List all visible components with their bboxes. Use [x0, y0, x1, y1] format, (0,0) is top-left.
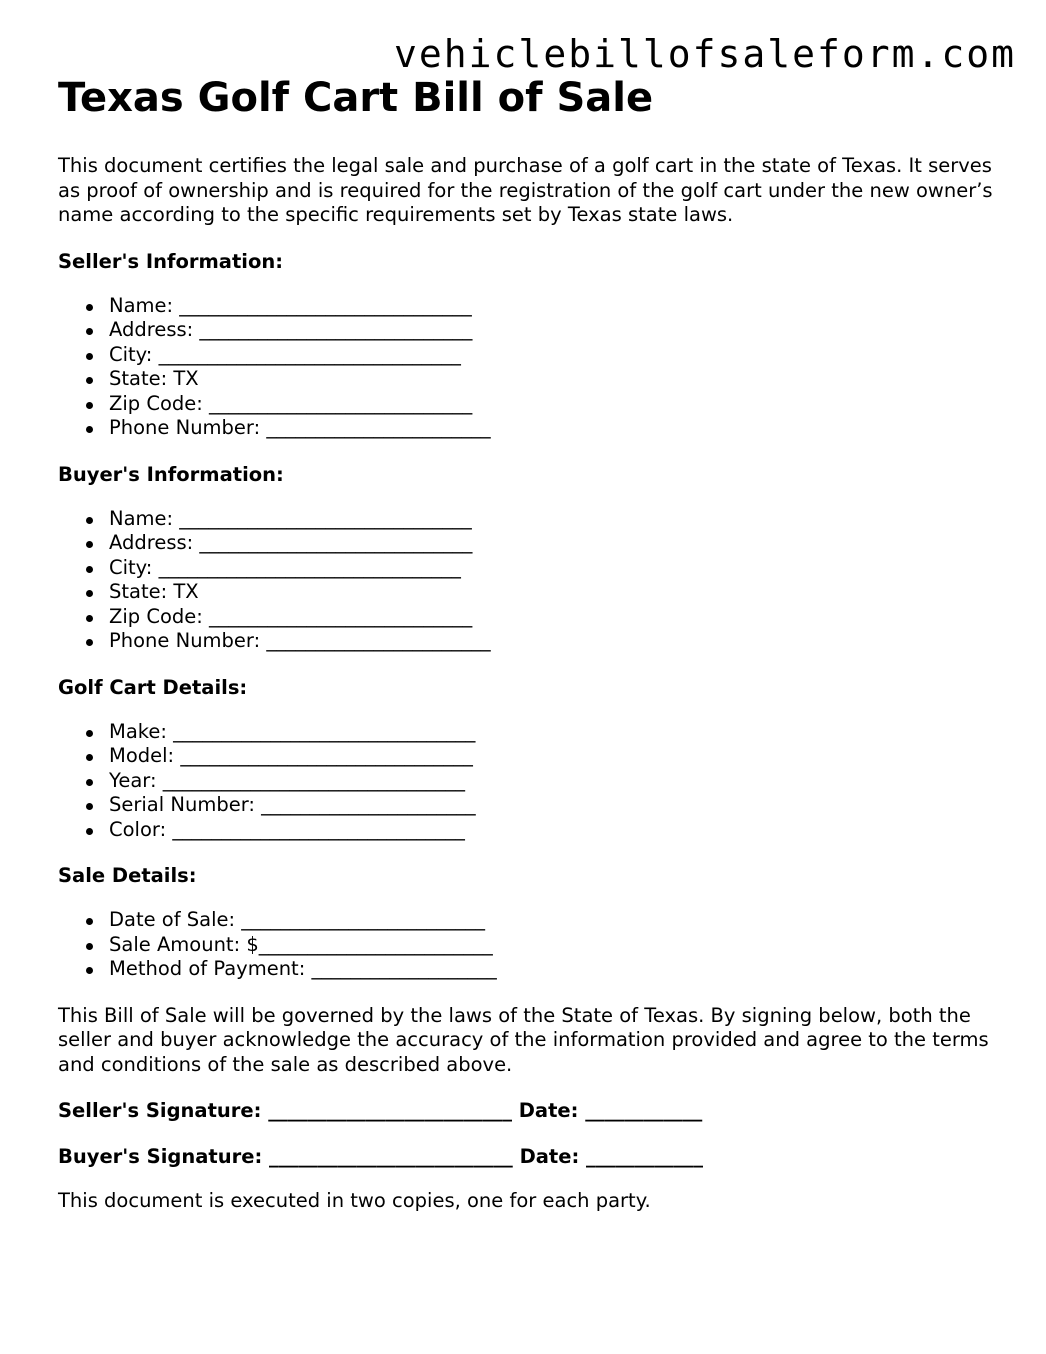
sale-date-field: Date of Sale: _________________________: [109, 908, 998, 933]
cart-color-field: Color: ______________________________: [109, 818, 998, 843]
cart-heading: Golf Cart Details:: [58, 675, 248, 699]
seller-address-field: Address: ____________________________: [109, 318, 998, 343]
final-note: This document is executed in two copies, one for each party.: [58, 1189, 651, 1212]
sale-amount-field: Sale Amount: $________________________: [109, 933, 998, 958]
sale-payment-field: Method of Payment: ___________________: [109, 957, 998, 982]
document-title: Texas Golf Cart Bill of Sale: [58, 75, 654, 121]
buyer-city-field: City: _______________________________: [109, 556, 998, 581]
site-watermark: vehiclebillofsaleform.com: [394, 32, 1016, 76]
cart-make-field: Make: _______________________________: [109, 720, 998, 745]
seller-heading: Seller's Information:: [58, 249, 284, 273]
sale-heading: Sale Details:: [58, 864, 197, 887]
buyer-state-field: State: TX: [109, 580, 998, 605]
seller-state-field: State: TX: [109, 367, 998, 392]
seller-signature-line: Seller's Signature: _________________________ Date: ____________: [58, 1099, 703, 1122]
buyer-zip-field: Zip Code: ___________________________: [109, 605, 998, 630]
intro-paragraph: This document certifies the legal sale and purchase of a golf cart in the state of Texas. It serves as proof of ownership and is required for the registration of the golf cart under the new owner’s name according to the specific requirements set by Texas state laws.: [58, 154, 993, 226]
seller-fields-list: [58, 294, 998, 441]
buyer-fields-list: [58, 507, 998, 654]
seller-city-field: City: _______________________________: [109, 343, 998, 368]
seller-phone-field: Phone Number: _______________________: [109, 416, 998, 441]
buyer-signature-line: Buyer's Signature: _________________________ Date: ____________: [58, 1145, 704, 1168]
cart-model-field: Model: ______________________________: [109, 744, 998, 769]
closing-paragraph: This Bill of Sale will be governed by the laws of the State of Texas. By signing below, both the seller and buyer acknowledge the accuracy of the information provided and agree to the terms and conditions of the sale as described above.: [58, 1003, 989, 1076]
seller-zip-field: Zip Code: ___________________________: [109, 392, 998, 417]
buyer-heading: Buyer's Information:: [58, 462, 284, 486]
cart-serial-field: Serial Number: ______________________: [109, 793, 998, 818]
cart-fields-list: [58, 720, 998, 843]
sale-fields-list: [58, 908, 998, 982]
buyer-address-field: Address: ____________________________: [109, 531, 998, 556]
cart-year-field: Year: _______________________________: [109, 769, 998, 794]
buyer-name-field: Name: ______________________________: [109, 507, 998, 532]
seller-name-field: Name: ______________________________: [109, 294, 998, 319]
document-body: [58, 72, 998, 1214]
buyer-phone-field: Phone Number: _______________________: [109, 629, 998, 654]
